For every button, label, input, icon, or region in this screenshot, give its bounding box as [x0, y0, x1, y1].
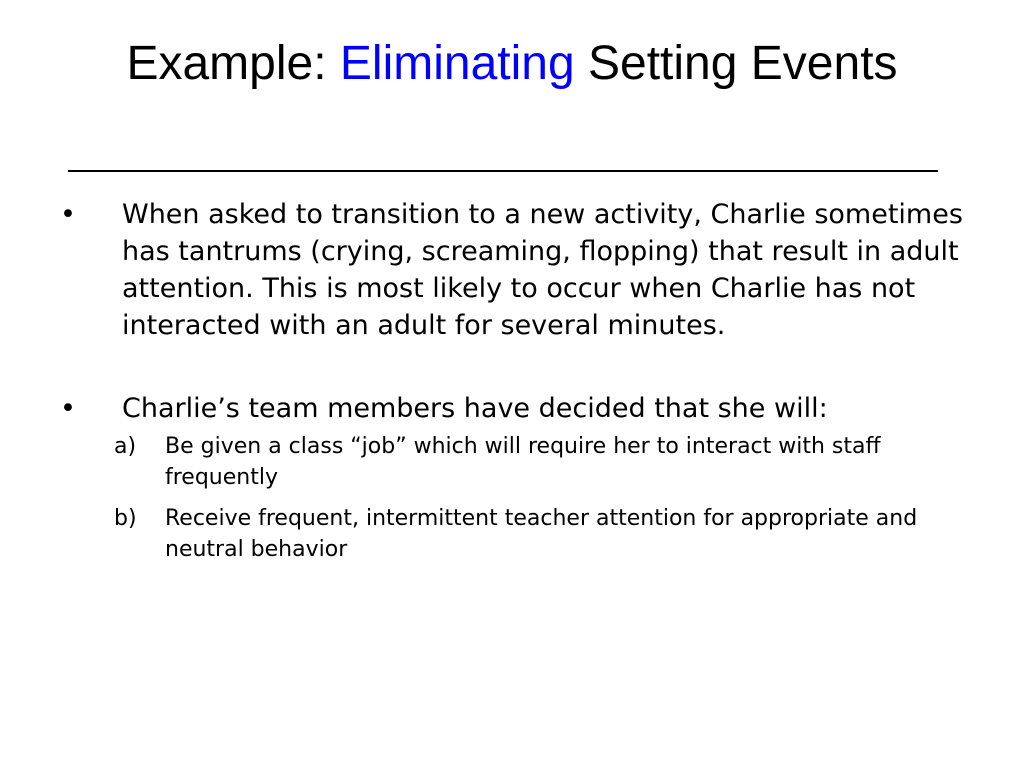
bullet-item: [56, 196, 976, 344]
slide-body: [56, 196, 976, 565]
slide-title: [60, 34, 964, 94]
sub-item-marker: b): [114, 506, 137, 531]
sub-item-text: Be given a class “job” which will require her to interact with staff frequently: [165, 434, 881, 490]
bullet-item: [56, 390, 976, 427]
title-prefix: Example:: [126, 37, 340, 90]
sub-item-a: [56, 431, 976, 493]
sub-item-marker: a): [114, 434, 137, 459]
bullet-text: When asked to transition to a new activity, Charlie sometimes has tantrums (crying, screaming, flopping) that result in adult attention. This is most likely to occur when Charlie has not interacted with an adult for several minutes.: [122, 199, 963, 341]
title-accent-word: Eliminating: [339, 37, 575, 90]
bullet-text: Charlie’s team members have decided that she will:: [122, 393, 828, 424]
title-divider: [68, 170, 938, 172]
sub-item-b: [56, 503, 976, 565]
bullet-marker: •: [60, 199, 76, 230]
title-suffix: Setting Events: [574, 37, 898, 90]
bullet-marker: •: [60, 393, 76, 424]
sub-item-text: Receive frequent, intermittent teacher attention for appropriate and neutral behavior: [165, 506, 918, 562]
